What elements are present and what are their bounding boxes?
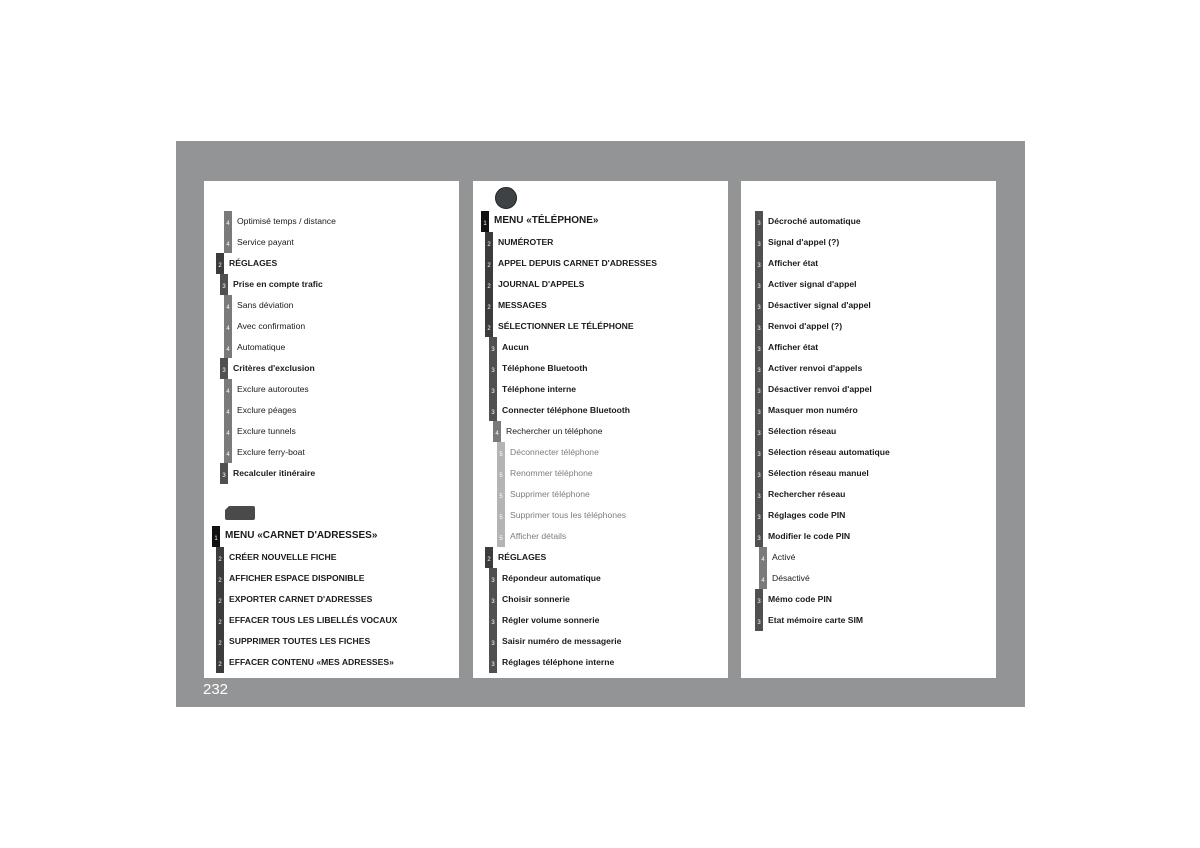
menu-item-label: EFFACER CONTENU «MES ADRESSES»	[229, 656, 394, 667]
menu-item-label: Modifier le code PIN	[768, 530, 851, 541]
level-number: 2	[218, 578, 222, 584]
menu-item	[489, 337, 529, 358]
menu-item-label: Sélection réseau automatique	[768, 446, 890, 457]
level-number: 5	[499, 473, 503, 479]
menu-item	[224, 295, 293, 316]
level-marker	[489, 358, 497, 379]
level-number: 3	[757, 263, 761, 269]
menu-item	[489, 568, 601, 589]
level-number: 3	[222, 284, 226, 290]
page-frame	[176, 141, 1025, 707]
menu-item-label: Recalculer itinéraire	[233, 467, 316, 478]
menu-item	[216, 610, 397, 631]
level-number: 5	[499, 536, 503, 542]
level-marker	[216, 631, 224, 652]
menu-item-label: Répondeur automatique	[502, 572, 601, 583]
level-number: 2	[218, 557, 222, 563]
level-marker	[755, 211, 763, 232]
level-number: 3	[491, 389, 495, 395]
menu-item-label: Exclure autoroutes	[237, 383, 309, 394]
menu-item-label: CRÉER NOUVELLE FICHE	[229, 551, 337, 562]
level-number: 3	[757, 536, 761, 542]
menu-item	[224, 379, 309, 400]
level-number: 2	[487, 557, 491, 563]
level-number: 3	[757, 620, 761, 626]
level-number: 4	[226, 389, 230, 395]
menu-item-label: Exclure ferry-boat	[237, 446, 305, 457]
menu-item	[493, 421, 603, 442]
level-number: 2	[218, 599, 222, 605]
level-marker	[497, 484, 505, 505]
level-number: 4	[495, 431, 499, 437]
menu-item	[485, 295, 547, 316]
menu-item	[755, 274, 857, 295]
menu-item-label: RÉGLAGES	[229, 257, 278, 268]
menu-item-label: Service payant	[237, 236, 294, 247]
menu-item	[755, 400, 858, 421]
level-number: 2	[218, 620, 222, 626]
menu-item	[755, 589, 832, 610]
menu-item	[485, 232, 553, 253]
level-marker	[485, 253, 493, 274]
menu-item-label: Avec confirmation	[237, 320, 306, 331]
menu-item-label: AFFICHER ESPACE DISPONIBLE	[229, 572, 365, 583]
menu-item	[759, 547, 795, 568]
column-telephone-settings	[741, 181, 996, 678]
level-number: 3	[491, 620, 495, 626]
level-number: 3	[222, 473, 226, 479]
menu-item	[220, 463, 315, 484]
level-marker	[755, 610, 763, 631]
level-marker	[220, 463, 228, 484]
level-marker	[485, 316, 493, 337]
menu-item-label: Signal d'appel (?)	[768, 236, 840, 247]
level-marker	[224, 421, 232, 442]
menu-item-label: Réglages téléphone interne	[502, 656, 615, 667]
level-number: 3	[757, 284, 761, 290]
menu-item-label: Activer renvoi d'appels	[768, 362, 863, 373]
menu-item-label: Désactiver signal d'appel	[768, 299, 871, 310]
menu-item	[497, 484, 590, 505]
level-marker	[216, 547, 224, 568]
menu-item-label: NUMÉROTER	[498, 236, 554, 247]
menu-item	[489, 379, 576, 400]
menu-item	[224, 337, 285, 358]
level-marker	[497, 442, 505, 463]
menu-item-label: Exclure péages	[237, 404, 297, 415]
menu-item-label: Rechercher un téléphone	[506, 425, 603, 436]
level-marker	[755, 589, 763, 610]
level-marker	[224, 211, 232, 232]
menu-item	[755, 463, 869, 484]
menu-item	[755, 484, 845, 505]
level-number: 4	[226, 326, 230, 332]
menu-item-label: Téléphone Bluetooth	[502, 362, 588, 373]
level-number: 4	[761, 557, 765, 563]
level-marker	[755, 505, 763, 526]
level-marker	[755, 316, 763, 337]
menu-item-label: Masquer mon numéro	[768, 404, 858, 415]
menu-item	[224, 400, 296, 421]
column-telephone-menu	[473, 181, 728, 678]
level-marker	[755, 295, 763, 316]
menu-item-label: Aucun	[502, 341, 529, 352]
level-marker	[212, 526, 220, 547]
level-marker	[224, 442, 232, 463]
menu-item-label: Déconnecter téléphone	[510, 446, 599, 457]
level-marker	[497, 463, 505, 484]
menu-item	[755, 421, 836, 442]
menu-item	[755, 295, 871, 316]
menu-item-label: Téléphone interne	[502, 383, 577, 394]
menu-item	[485, 274, 584, 295]
level-marker	[216, 253, 224, 274]
address-book-button-icon	[225, 506, 255, 520]
level-number: 1	[214, 536, 218, 542]
menu-item-label: EXPORTER CARNET D'ADRESSES	[229, 593, 373, 604]
level-number: 4	[226, 452, 230, 458]
level-marker	[489, 610, 497, 631]
menu-item	[755, 253, 818, 274]
menu-item	[497, 463, 593, 484]
level-number: 2	[487, 284, 491, 290]
menu-item	[216, 568, 364, 589]
menu-item-label: Afficher état	[768, 257, 819, 268]
level-marker	[755, 274, 763, 295]
level-marker	[497, 526, 505, 547]
menu-item	[220, 358, 315, 379]
menu-item	[224, 232, 294, 253]
page-number: 232	[203, 681, 229, 698]
level-number: 2	[218, 641, 222, 647]
level-number: 3	[757, 389, 761, 395]
menu-item	[489, 631, 621, 652]
menu-item	[485, 547, 546, 568]
menu-item	[481, 211, 598, 232]
level-marker	[493, 421, 501, 442]
level-number: 3	[491, 662, 495, 668]
level-marker	[224, 400, 232, 421]
level-number: 3	[491, 641, 495, 647]
menu-item-label: Etat mémoire carte SIM	[768, 614, 864, 625]
menu-item	[755, 358, 862, 379]
level-number: 4	[226, 431, 230, 437]
level-marker	[489, 652, 497, 673]
level-number: 3	[222, 368, 226, 374]
menu-item-label: Activer signal d'appel	[768, 278, 857, 289]
menu-item	[489, 652, 614, 673]
level-marker	[224, 379, 232, 400]
level-number: 3	[757, 599, 761, 605]
level-number: 2	[487, 263, 491, 269]
level-marker	[755, 421, 763, 442]
menu-item-label: Optimisé temps / distance	[237, 215, 336, 226]
level-marker	[755, 400, 763, 421]
menu-item-label: Connecter téléphone Bluetooth	[502, 404, 630, 415]
level-number: 3	[757, 473, 761, 479]
level-number: 4	[226, 221, 230, 227]
level-marker	[224, 295, 232, 316]
level-number: 3	[491, 578, 495, 584]
menu-item-label: RÉGLAGES	[498, 551, 547, 562]
level-number: 3	[757, 326, 761, 332]
level-marker	[755, 442, 763, 463]
menu-item	[216, 547, 336, 568]
level-marker	[485, 295, 493, 316]
level-number: 3	[757, 515, 761, 521]
level-number: 2	[487, 326, 491, 332]
level-marker	[489, 589, 497, 610]
menu-item	[216, 589, 372, 610]
menu-item-label: SUPPRIMER TOUTES LES FICHES	[229, 635, 371, 646]
menu-item	[755, 379, 872, 400]
level-marker	[485, 232, 493, 253]
menu-item	[759, 568, 810, 589]
menu-item	[216, 631, 370, 652]
level-marker	[224, 316, 232, 337]
level-number: 1	[483, 221, 487, 227]
level-marker	[485, 547, 493, 568]
level-number: 3	[491, 347, 495, 353]
menu-item-label: Choisir sonnerie	[502, 593, 570, 604]
level-number: 3	[491, 410, 495, 416]
level-marker	[755, 253, 763, 274]
menu-item-label: Critères d'exclusion	[233, 362, 315, 373]
level-marker	[220, 358, 228, 379]
menu-item-label: APPEL DEPUIS CARNET D'ADRESSES	[498, 257, 657, 268]
level-number: 3	[491, 368, 495, 374]
level-marker	[224, 337, 232, 358]
menu-item-label: Exclure tunnels	[237, 425, 296, 436]
level-number: 3	[757, 431, 761, 437]
level-number: 4	[226, 242, 230, 248]
level-marker	[485, 274, 493, 295]
level-number: 3	[757, 452, 761, 458]
level-number: 2	[487, 305, 491, 311]
level-marker	[755, 484, 763, 505]
menu-item	[216, 253, 277, 274]
level-number: 4	[226, 305, 230, 311]
menu-item-label: SÉLECTIONNER LE TÉLÉPHONE	[498, 320, 634, 331]
level-number: 3	[757, 494, 761, 500]
menu-item	[497, 526, 566, 547]
menu-item	[489, 610, 599, 631]
level-number: 2	[218, 662, 222, 668]
level-marker	[755, 337, 763, 358]
level-marker	[216, 568, 224, 589]
menu-item-label: Sélection réseau manuel	[768, 467, 869, 478]
menu-item	[755, 337, 818, 358]
level-marker	[497, 505, 505, 526]
menu-item	[755, 505, 845, 526]
menu-item-label: Mémo code PIN	[768, 593, 832, 604]
menu-item-label: Sans déviation	[237, 299, 294, 310]
level-marker	[489, 337, 497, 358]
level-marker	[489, 400, 497, 421]
level-marker	[755, 379, 763, 400]
menu-item-label: Sélection réseau	[768, 425, 837, 436]
menu-item	[224, 421, 296, 442]
menu-item-label: Rechercher réseau	[768, 488, 846, 499]
level-marker	[489, 568, 497, 589]
level-number: 3	[757, 221, 761, 227]
level-marker	[220, 274, 228, 295]
menu-item	[755, 211, 861, 232]
menu-item	[485, 316, 634, 337]
level-number: 5	[499, 494, 503, 500]
level-number: 4	[226, 347, 230, 353]
menu-item	[755, 442, 890, 463]
menu-item-label: Désactivé	[772, 572, 810, 583]
menu-item-label: MENU «TÉLÉPHONE»	[494, 215, 599, 226]
level-marker	[755, 358, 763, 379]
menu-item-label: JOURNAL D'APPELS	[498, 278, 585, 289]
menu-item	[755, 232, 839, 253]
menu-item-label: Supprimer tous les téléphones	[510, 509, 627, 520]
menu-item	[212, 526, 377, 547]
menu-item	[489, 400, 630, 421]
level-marker	[481, 211, 489, 232]
level-marker	[216, 589, 224, 610]
menu-item-label: Régler volume sonnerie	[502, 614, 600, 625]
menu-item	[489, 358, 587, 379]
level-marker	[755, 463, 763, 484]
menu-item	[216, 652, 394, 673]
menu-item-label: Afficher état	[768, 341, 819, 352]
level-marker	[216, 610, 224, 631]
level-marker	[759, 547, 767, 568]
level-number: 3	[491, 599, 495, 605]
menu-item-label: MESSAGES	[498, 299, 547, 310]
menu-item-label: Renvoi d'appel (?)	[768, 320, 843, 331]
level-number: 4	[761, 578, 765, 584]
menu-item-label: Saisir numéro de messagerie	[502, 635, 622, 646]
level-number: 3	[757, 410, 761, 416]
level-number: 3	[757, 242, 761, 248]
level-number: 5	[499, 452, 503, 458]
menu-item	[497, 442, 599, 463]
menu-item-label: Afficher détails	[510, 530, 567, 541]
phone-knob-icon	[495, 187, 517, 209]
menu-item-label: Prise en compte trafic	[233, 278, 323, 289]
column-navigation-settings	[204, 181, 459, 678]
menu-item	[497, 505, 626, 526]
level-marker	[755, 526, 763, 547]
menu-item	[224, 316, 305, 337]
menu-item	[755, 610, 863, 631]
level-number: 3	[757, 305, 761, 311]
menu-item-label: Supprimer téléphone	[510, 488, 590, 499]
level-number: 2	[218, 263, 222, 269]
menu-item-label: Automatique	[237, 341, 286, 352]
level-marker	[759, 568, 767, 589]
level-number: 3	[757, 368, 761, 374]
menu-item	[224, 211, 336, 232]
level-marker	[489, 379, 497, 400]
level-number: 3	[757, 347, 761, 353]
level-marker	[224, 232, 232, 253]
menu-item-label: Renommer téléphone	[510, 467, 593, 478]
menu-item	[755, 316, 842, 337]
level-number: 2	[487, 242, 491, 248]
menu-item-label: Désactiver renvoi d'appel	[768, 383, 872, 394]
menu-item-label: MENU «CARNET D'ADRESSES»	[225, 530, 378, 541]
menu-item	[220, 274, 323, 295]
menu-item-label: EFFACER TOUS LES LIBELLÉS VOCAUX	[229, 614, 398, 625]
menu-item	[224, 442, 305, 463]
menu-item-label: Réglages code PIN	[768, 509, 846, 520]
level-number: 4	[226, 410, 230, 416]
level-marker	[755, 232, 763, 253]
menu-item-label: Décroché automatique	[768, 215, 861, 226]
menu-item-label: Activé	[772, 551, 796, 562]
level-number: 5	[499, 515, 503, 521]
menu-item	[485, 253, 657, 274]
menu-item	[755, 526, 850, 547]
level-marker	[489, 631, 497, 652]
level-marker	[216, 652, 224, 673]
menu-item	[489, 589, 570, 610]
